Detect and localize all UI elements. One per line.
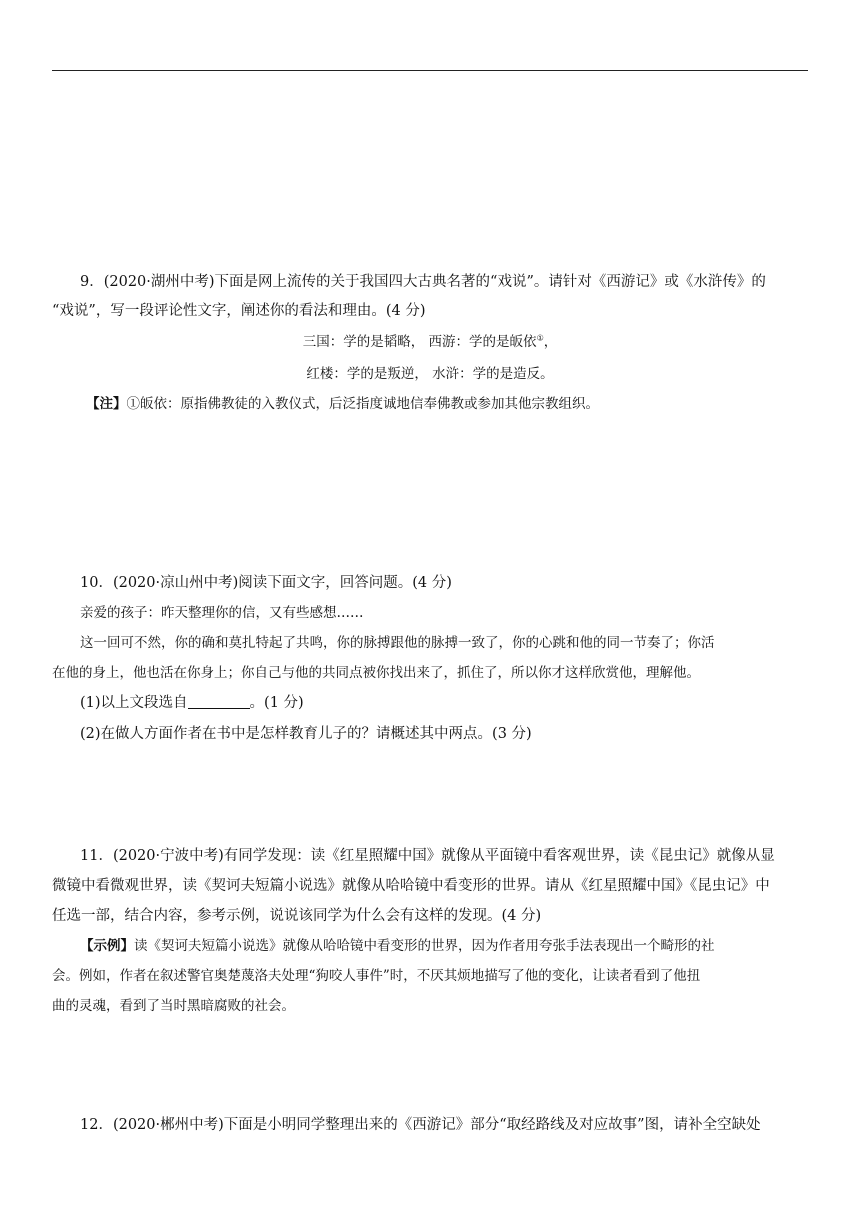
example-label: 【示例】	[80, 938, 134, 954]
q10-line-1: 10．(2020·凉山州中考)阅读下面文字，回答问题。(4 分)	[80, 575, 452, 591]
q12-line-1: 12．(2020·郴州中考)下面是小明同学整理出来的《西游记》部分“取经路线及对应故事”图，请补全空缺处	[80, 1117, 761, 1133]
q11-line-1: 11．(2020·宁波中考)有同学发现：读《红星照耀中国》就像从平面镜中看客观世界，读《昆虫记》就像从显	[80, 848, 775, 864]
q10-passage-p2a: 这一回可不然，你的确和莫扎特起了共鸣，你的脉搏跟他的脉搏一致了，你的心跳和他的同一节奏了；你活	[80, 635, 715, 651]
q9-line-1: 9．(2020·湖州中考)下面是网上流传的关于我国四大古典名著的“戏说”。请针对《西游记》或《水浒传》的	[80, 274, 766, 290]
q9-line-2: “戏说”，写一段评论性文字，阐述你的看法和理由。(4 分)	[52, 303, 426, 319]
q11-example-line-2: 会。例如，作者在叙述警官奥楚蔑洛夫处理“狗咬人事件”时，不厌其烦地描写了他的变化，让读者看到了他扭	[52, 968, 701, 984]
q10-sub-1-score: 。(1 分)	[249, 695, 304, 711]
q9-poem-end: ，	[543, 334, 558, 350]
q9-poem-line-2: 红楼：学的是叛逆， 水浒：学的是造反。	[306, 366, 554, 382]
note-label: 【注】	[86, 396, 127, 412]
q11-line-2: 微镜中看微观世界，读《契诃夫短篇小说选》就像从哈哈镜中看变形的世界。请从《红星照耀中国》《昆虫记》中	[52, 878, 770, 894]
q11-example-line-3: 曲的灵魂，看到了当时黑暗腐败的社会。	[52, 998, 295, 1014]
note-text: ①皈依：原指佛教徒的入教仪式，后泛指度诚地信奉佛教或参加其他宗教组织。	[126, 396, 599, 412]
q11-example-line-1	[52, 936, 808, 956]
q10-sub-2: (2)在做人方面作者在书中是怎样教育儿子的？请概述其中两点。(3 分)	[80, 726, 532, 742]
example-text-1: 读《契诃夫短篇小说选》就像从哈哈镜中看变形的世界，因为作者用夸张手法表现出一个畸形的社	[134, 938, 715, 954]
q9-poem-text-1: 三国：学的是韬略， 西游：学的是皈依	[302, 334, 537, 350]
header-rule	[52, 70, 808, 71]
q9-note	[86, 394, 842, 414]
answer-blank[interactable]	[188, 694, 250, 709]
q10-passage-p2b: 在他的身上，他也活在你身上；你自己与他的共同点被你找出来了，抓住了，所以你才这样欣赏他，理解他。	[52, 665, 700, 681]
footnote-mark: ①	[536, 333, 544, 343]
q9-poem-line-1	[52, 332, 808, 352]
q10-sub-1-text: (1)以上文段选自	[80, 695, 188, 711]
q11-line-3: 任选一部，结合内容，参考示例，说说该同学为什么会有这样的发现。(4 分)	[52, 908, 542, 924]
q10-passage-p1: 亲爱的孩子：昨天整理你的信，又有些感想……	[80, 605, 364, 621]
q10-sub-1	[52, 693, 808, 713]
